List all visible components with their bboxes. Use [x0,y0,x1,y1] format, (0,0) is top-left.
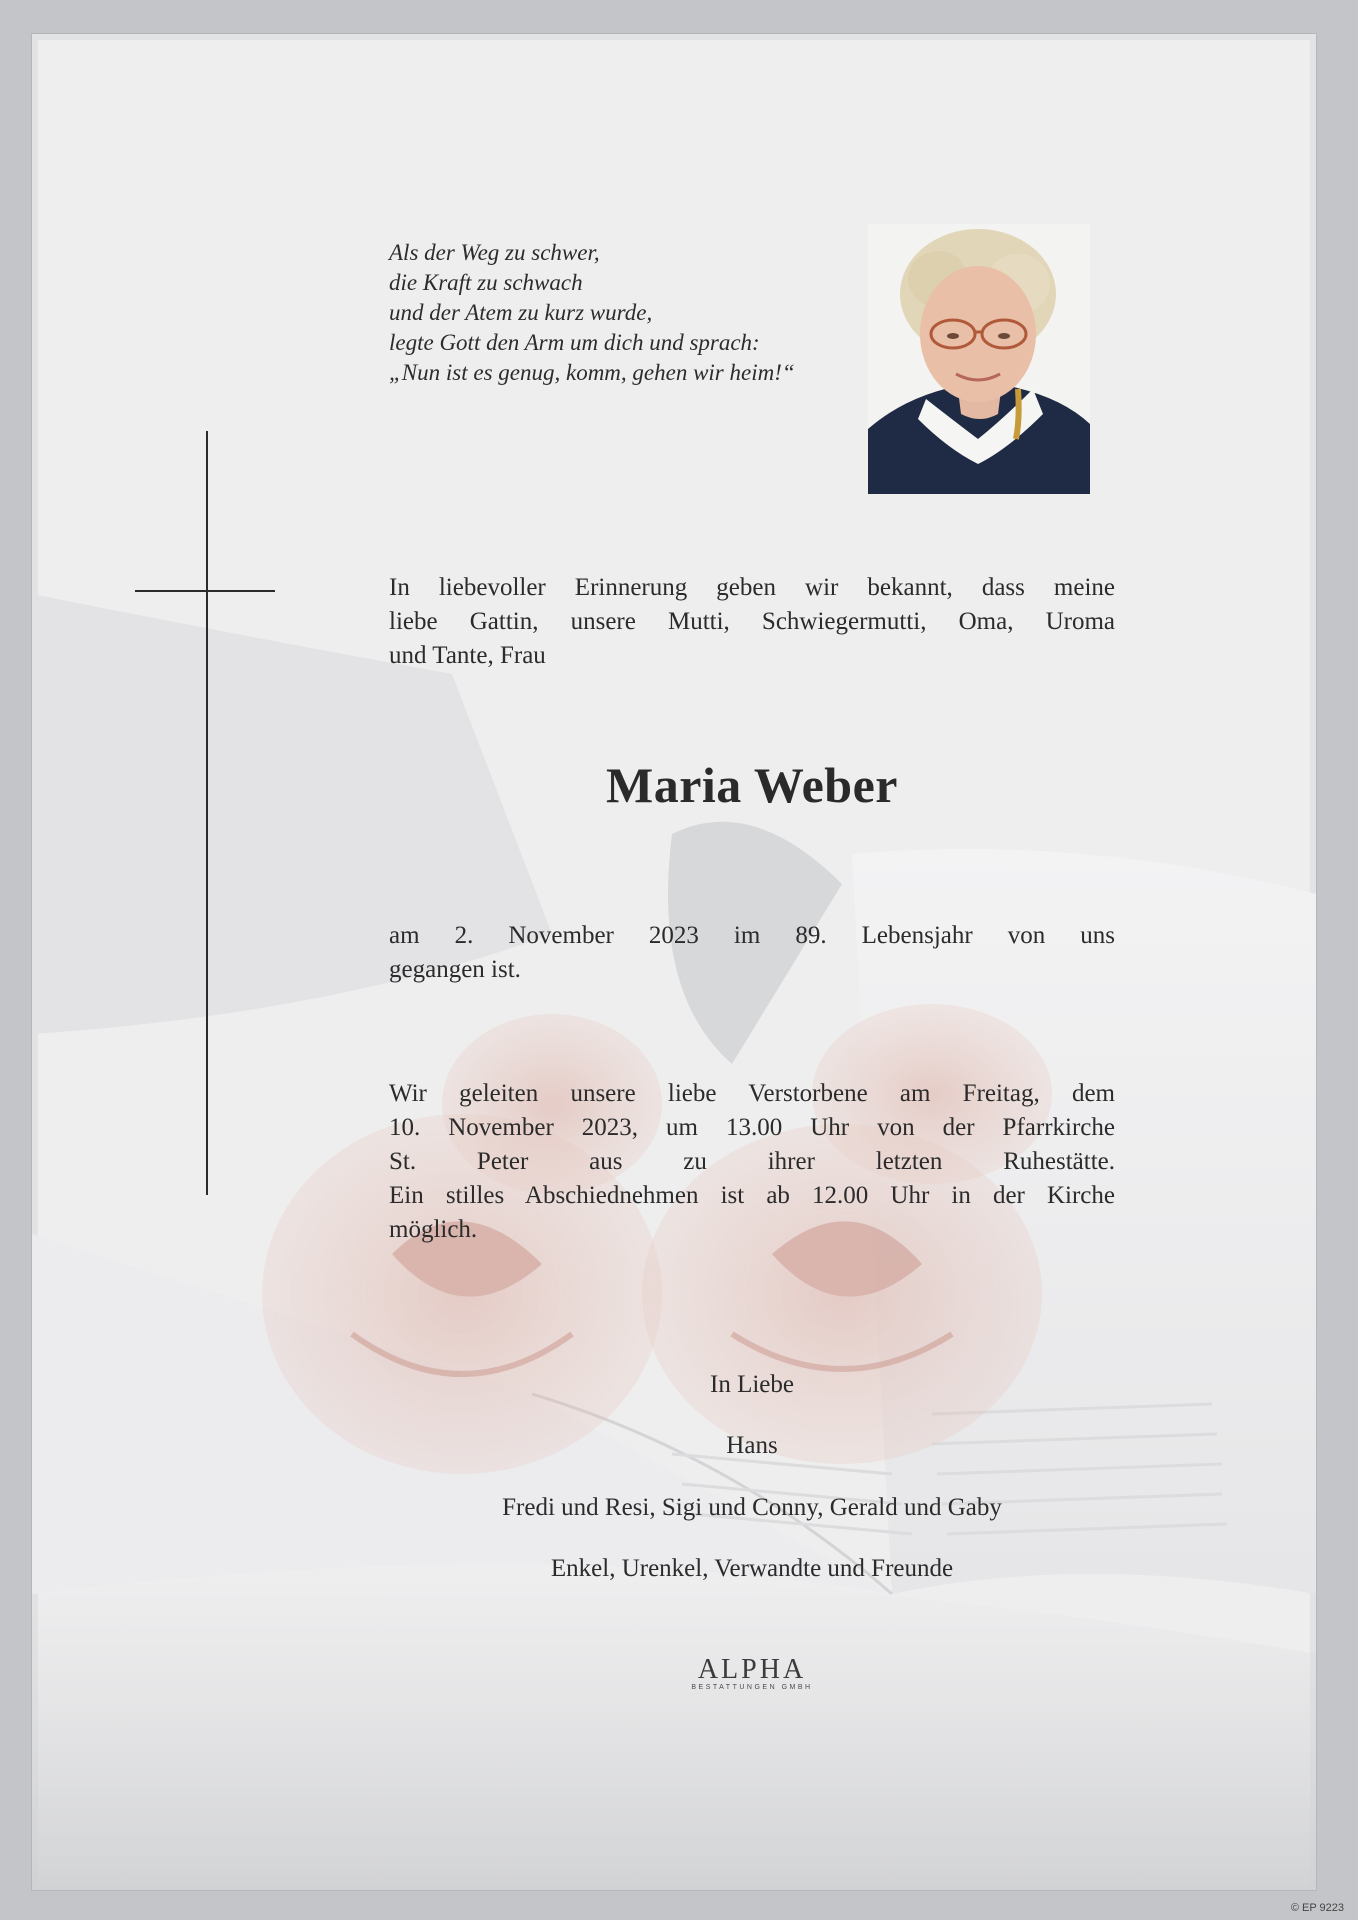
poem-line: „Nun ist es genug, komm, gehen wir heim!“ [389,360,795,385]
spouse-name: Hans [726,1432,778,1459]
poem-line: legte Gott den Arm um dich und sprach: [389,330,760,355]
portrait-photo [868,224,1090,494]
closing-line: In Liebe [710,1371,794,1398]
death-line: am 2. November 2023 im 89. Lebensjahr von uns [389,922,1115,949]
death-line: gegangen ist. [389,956,521,983]
poem-line: die Kraft zu schwach [389,270,583,295]
intro-line: In liebevoller Erinnerung geben wir bekannt, dass meine [389,574,1115,601]
deceased-name: Maria Weber [606,757,898,813]
intro-line: und Tante, Frau [389,642,546,669]
children-names: Fredi und Resi, Sigi und Conny, Gerald und Gaby [502,1494,1002,1521]
funeral-line: möglich. [389,1216,478,1243]
cross-icon-bar [135,590,275,592]
cross-icon [206,431,208,1195]
funeral-home-logo [632,1654,872,1691]
template-code: © EP 9223 [1290,1902,1344,1914]
poem-line: Als der Weg zu schwer, [389,240,600,265]
death-paragraph [389,919,1115,987]
intro-line: liebe Gattin, unsere Mutti, Schwiegermutti, Oma, Uroma [389,608,1115,635]
obituary-card [31,33,1317,1891]
logo-subtitle: BESTATTUNGEN GMBH [691,1684,813,1691]
funeral-line: St. Peter aus zu ihrer letzten Ruhestätte. [389,1148,1115,1175]
poem [389,238,849,388]
intro-paragraph [389,571,1115,673]
relatives-line: Enkel, Urenkel, Verwandte und Freunde [550,1555,954,1582]
funeral-line: 10. November 2023, um 13.00 Uhr von der Pfarrkirche [389,1114,1115,1141]
poem-line: und der Atem zu kurz wurde, [389,300,653,325]
funeral-line: Wir geleiten unsere liebe Verstorbene am Freitag, dem [389,1080,1115,1107]
logo-name: ALPHA [697,1654,807,1685]
funeral-paragraph [389,1077,1115,1247]
funeral-line: Ein stilles Abschiednehmen ist ab 12.00 Uhr in der Kirche [389,1182,1115,1209]
